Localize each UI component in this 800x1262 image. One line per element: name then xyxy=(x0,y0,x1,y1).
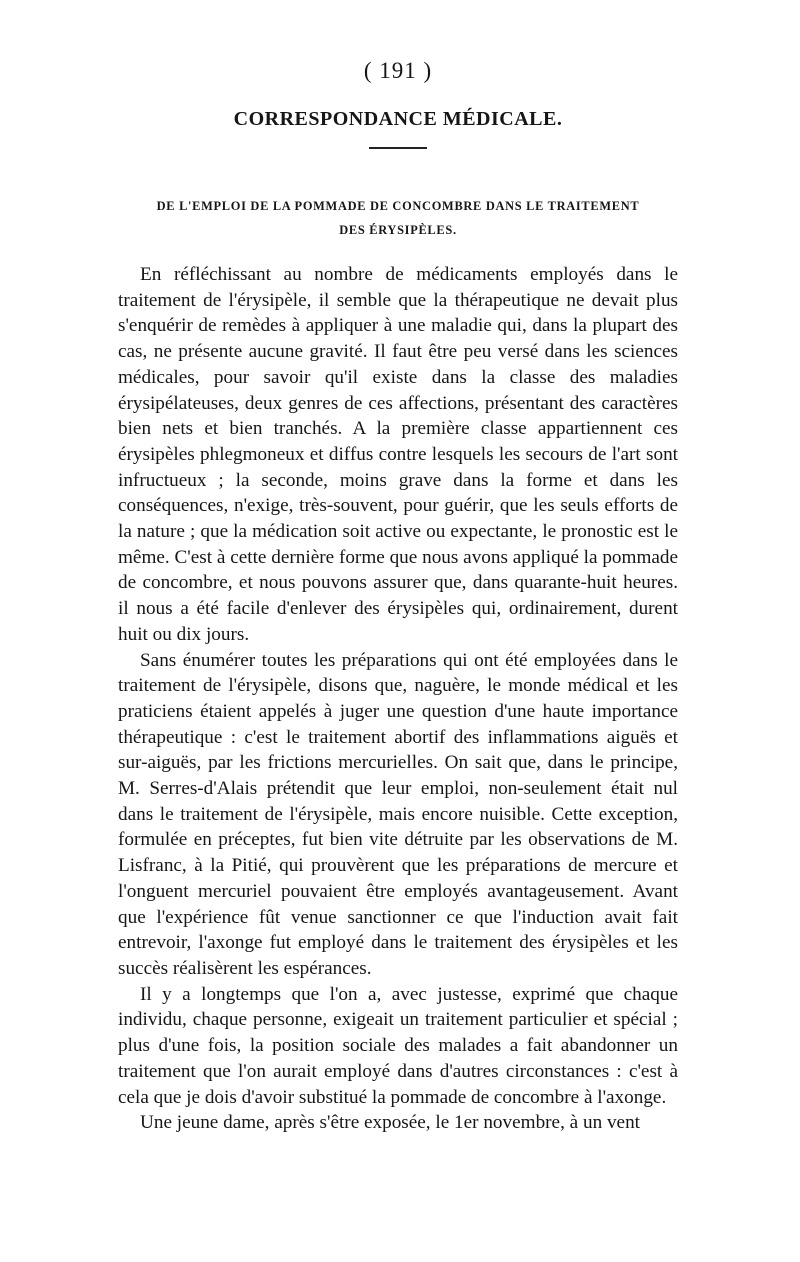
paragraph-3: Il y a longtemps que l'on a, avec justesse, exprimé que chaque individu, chaque personne, exigeait un traitement particulier et spécial ; plus d'une fois, la position sociale des malades a fait abandonner un traitement que l'on aurait employé dans d'autres circonstances : c'est à cela que je dois d'avoir substitué la pommade de concombre à l'axonge. xyxy=(118,983,678,1108)
paragraph-1: En réfléchissant au nombre de médicaments employés dans le traitement de l'érysipèle, il semble que la thérapeutique ne devait plus s'enquérir de remèdes à appliquer à une maladie qui, dans la plupart des cas, ne présente aucune gravité. Il faut être peu versé dans les sciences médicales, pour savoir qu'il existe dans la classe des maladies érysipélateuses, deux genres de ces affections, présentant des caractères bien nets et bien tranchés. A la première classe appartiennent ces érysipèles phlegmoneux et diffus contre lesquels les secours de l'art sont infructueux ; la seconde, moins grave dans la forme et dans les conséquences, n'exige, très-souvent, pour guérir, que les seuls efforts de la nature ; que la médication soit active ou expectante, le pronostic est le même. C'est à cette dernière forme que nous avons appliqué la pommade de concombre, et nous pouvons assurer que, dans quarante-huit heures. il nous a été facile d'enlever des érysipèles qui, ordinairement, durent huit ou dix jours. xyxy=(118,264,678,645)
article-title xyxy=(118,194,678,242)
article-title-line-2: DES ÉRYSIPÈLES. xyxy=(339,223,457,237)
page-number: ( 191 ) xyxy=(363,58,433,83)
paragraph-2: Sans énumérer toutes les préparations qui ont été employées dans le traitement de l'érysipèle, disons que, naguère, le monde médical et les praticiens étaient appelés à juger une question d'une haute importance thérapeutique : c'est le traitement abortif des inflammations aiguës et sur-aiguës, par les frictions mercurielles. On sait que, dans le principe, M. Serres-d'Alais prétendit que leur emploi, non-seulement était nul dans le traitement de l'érysipèle, mais encore nuisible. Cette exception, formulée en préceptes, fut bien vite détruite par les observations de M. Lisfranc, à la Pitié, qui prouvèrent que les préparations de mercure et l'onguent mercuriel pouvaient être employés avantageusement. Avant que l'expérience fût venue sanctionner ce que l'induction avait fait entrevoir, l'axonge fut employé dans le traitement des érysipèles et les succès réalisèrent les espérances. xyxy=(118,649,678,979)
article-title-line-1: DE L'EMPLOI DE LA POMMADE DE CONCOMBRE DANS LE TRAITEMENT xyxy=(156,199,640,213)
paragraph-4: Une jeune dame, après s'être exposée, le 1er novembre, à un vent xyxy=(140,1112,640,1134)
article-body xyxy=(118,262,678,1136)
section-title: CORRESPONDANCE MÉDICALE. xyxy=(233,108,563,130)
book-page xyxy=(118,58,678,1136)
title-divider xyxy=(369,147,427,149)
